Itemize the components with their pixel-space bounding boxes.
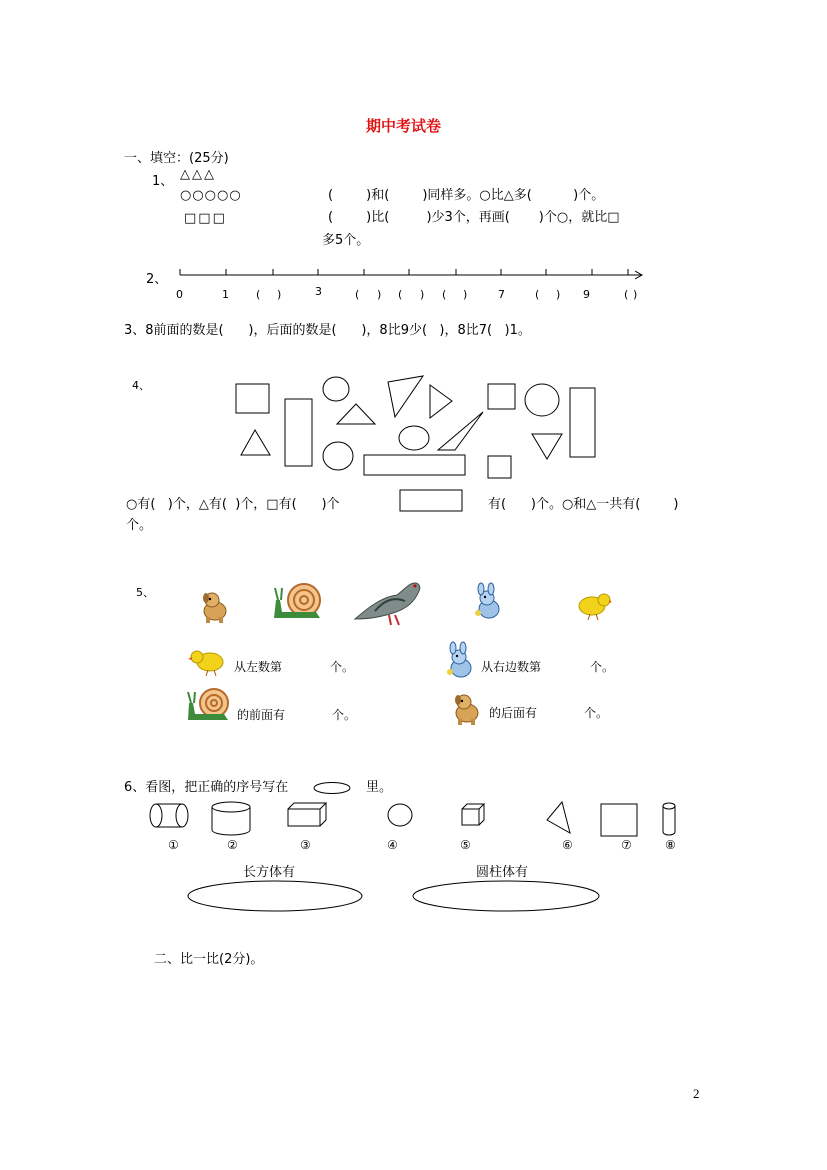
q5-row2-left-end: 个。 — [332, 708, 357, 722]
q1-line1: ( )和( )同样多。○比△多( )个。 — [328, 188, 605, 203]
q1-triangles: △△△ — [180, 167, 216, 182]
square-shape — [236, 384, 269, 413]
square-shape — [488, 456, 511, 478]
triangle-shape — [547, 802, 570, 833]
q6-intro: 6、看图，把正确的序号写在 — [124, 780, 289, 795]
q1-squares: □□□ — [184, 211, 227, 226]
cylinder-shape — [212, 802, 250, 835]
small-ellipse-placeholder — [312, 781, 352, 795]
triangle-shape — [532, 434, 562, 459]
number-line-label: 7 — [498, 288, 505, 301]
pigeon-icon — [353, 575, 423, 627]
triangle-shape — [337, 404, 375, 424]
square-shape — [488, 384, 515, 409]
solid-number-label: ⑥ — [562, 838, 573, 852]
circle-shape — [323, 442, 353, 470]
triangle-shape — [241, 430, 270, 455]
number-line — [176, 265, 656, 285]
sphere-shape — [388, 804, 412, 826]
q5-row2-left: 的前面有 — [237, 708, 286, 722]
q5-row1-right: 从右边数第 — [481, 660, 542, 674]
number-line-label: 0 — [176, 288, 183, 301]
triangle-shape — [430, 385, 452, 418]
page-number: 2 — [693, 1086, 700, 1101]
snail-icon — [272, 580, 326, 624]
rabbit-icon — [444, 644, 478, 680]
solid-number-label: ⑧ — [665, 838, 676, 852]
number-line-label: ( — [535, 288, 540, 301]
number-line-label: ( — [355, 288, 360, 301]
dog-icon — [200, 590, 230, 624]
number-line-label: ( — [256, 288, 261, 301]
q5-row1-right-end: 个。 — [590, 660, 615, 674]
solid-number-label: ⑦ — [621, 838, 632, 852]
solid-number-label: ⑤ — [460, 838, 471, 852]
number-line-label: ) — [556, 288, 561, 301]
chick-icon — [572, 592, 612, 622]
cuboid-label: 长方体有 — [243, 865, 296, 880]
number-line-label: 3 — [315, 285, 322, 298]
q1-number: 1、 — [152, 174, 174, 189]
triangle-shape — [388, 376, 423, 417]
q6-intro-end: 里。 — [366, 780, 393, 795]
q5-row1-left: 从左数第 — [234, 660, 283, 674]
q5-number: 5、 — [136, 586, 154, 599]
square-shape — [601, 804, 637, 836]
wide-rectangle-shape — [364, 455, 465, 475]
q4-line1a: ○有( )个，△有( )个，□有( )个 — [126, 497, 340, 512]
rabbit-icon — [472, 585, 506, 621]
cylinder-answer-ellipse — [411, 879, 603, 915]
number-line-label: ( — [624, 288, 629, 301]
q4-line1b: 有( )个。○和△一共有( ) — [488, 497, 679, 512]
circle-shape — [323, 377, 349, 401]
q4-number: 4、 — [132, 379, 150, 392]
chick-icon — [188, 648, 228, 678]
number-line-label: ) — [463, 288, 468, 301]
cube-shape — [462, 804, 484, 825]
solid-number-label: ③ — [300, 838, 311, 852]
q1-line3: 多5个。 — [322, 233, 370, 248]
solid-number-label: ① — [168, 838, 179, 852]
q5-row2-right: 的后面有 — [489, 706, 538, 720]
q4-line2: 个。 — [126, 518, 153, 533]
q2-number: 2、 — [146, 272, 168, 287]
number-line-label: 9 — [583, 288, 590, 301]
circle-shape — [399, 426, 429, 450]
cylinder-label: 圆柱体有 — [476, 865, 529, 880]
tall-rectangle-shape — [570, 388, 595, 457]
tall-rectangle-shape — [285, 399, 312, 466]
q1-circles: ○○○○○ — [180, 188, 242, 203]
dog-icon — [452, 692, 482, 726]
number-line-label: ) — [633, 288, 638, 301]
q1-line2: ( )比( )少3个，再画( )个○，就比□ — [328, 210, 620, 225]
q3-text: 3、8前面的数是( )，后面的数是( )，8比9少( )，8比7( )1。 — [124, 323, 531, 338]
triangle-shape — [438, 412, 483, 450]
number-line-label: ( — [442, 288, 447, 301]
circle-shape — [525, 384, 559, 416]
number-line-label: ( — [398, 288, 403, 301]
section1-heading: 一、填空：(25分) — [124, 151, 229, 166]
thin-cylinder-shape — [663, 803, 675, 835]
rectangle-placeholder — [399, 489, 463, 513]
number-line-label: 1 — [222, 288, 229, 301]
number-line-label: ) — [377, 288, 382, 301]
cuboid-answer-ellipse — [186, 879, 366, 915]
solid-number-label: ④ — [387, 838, 398, 852]
number-line-label: ) — [420, 288, 425, 301]
snail-icon — [186, 686, 232, 726]
q5-row2-right-end: 个。 — [584, 706, 609, 720]
section2-heading: 二、比一比(2分)。 — [154, 952, 264, 967]
page-title: 期中考试卷 — [366, 117, 442, 135]
shapes-figure — [230, 372, 630, 482]
solid-number-label: ② — [227, 838, 238, 852]
number-line-label: ) — [277, 288, 282, 301]
solids-figure — [146, 800, 686, 840]
q5-row1-left-end: 个。 — [330, 660, 355, 674]
cuboid-shape — [288, 803, 326, 826]
horizontal-cylinder-shape — [150, 804, 188, 827]
